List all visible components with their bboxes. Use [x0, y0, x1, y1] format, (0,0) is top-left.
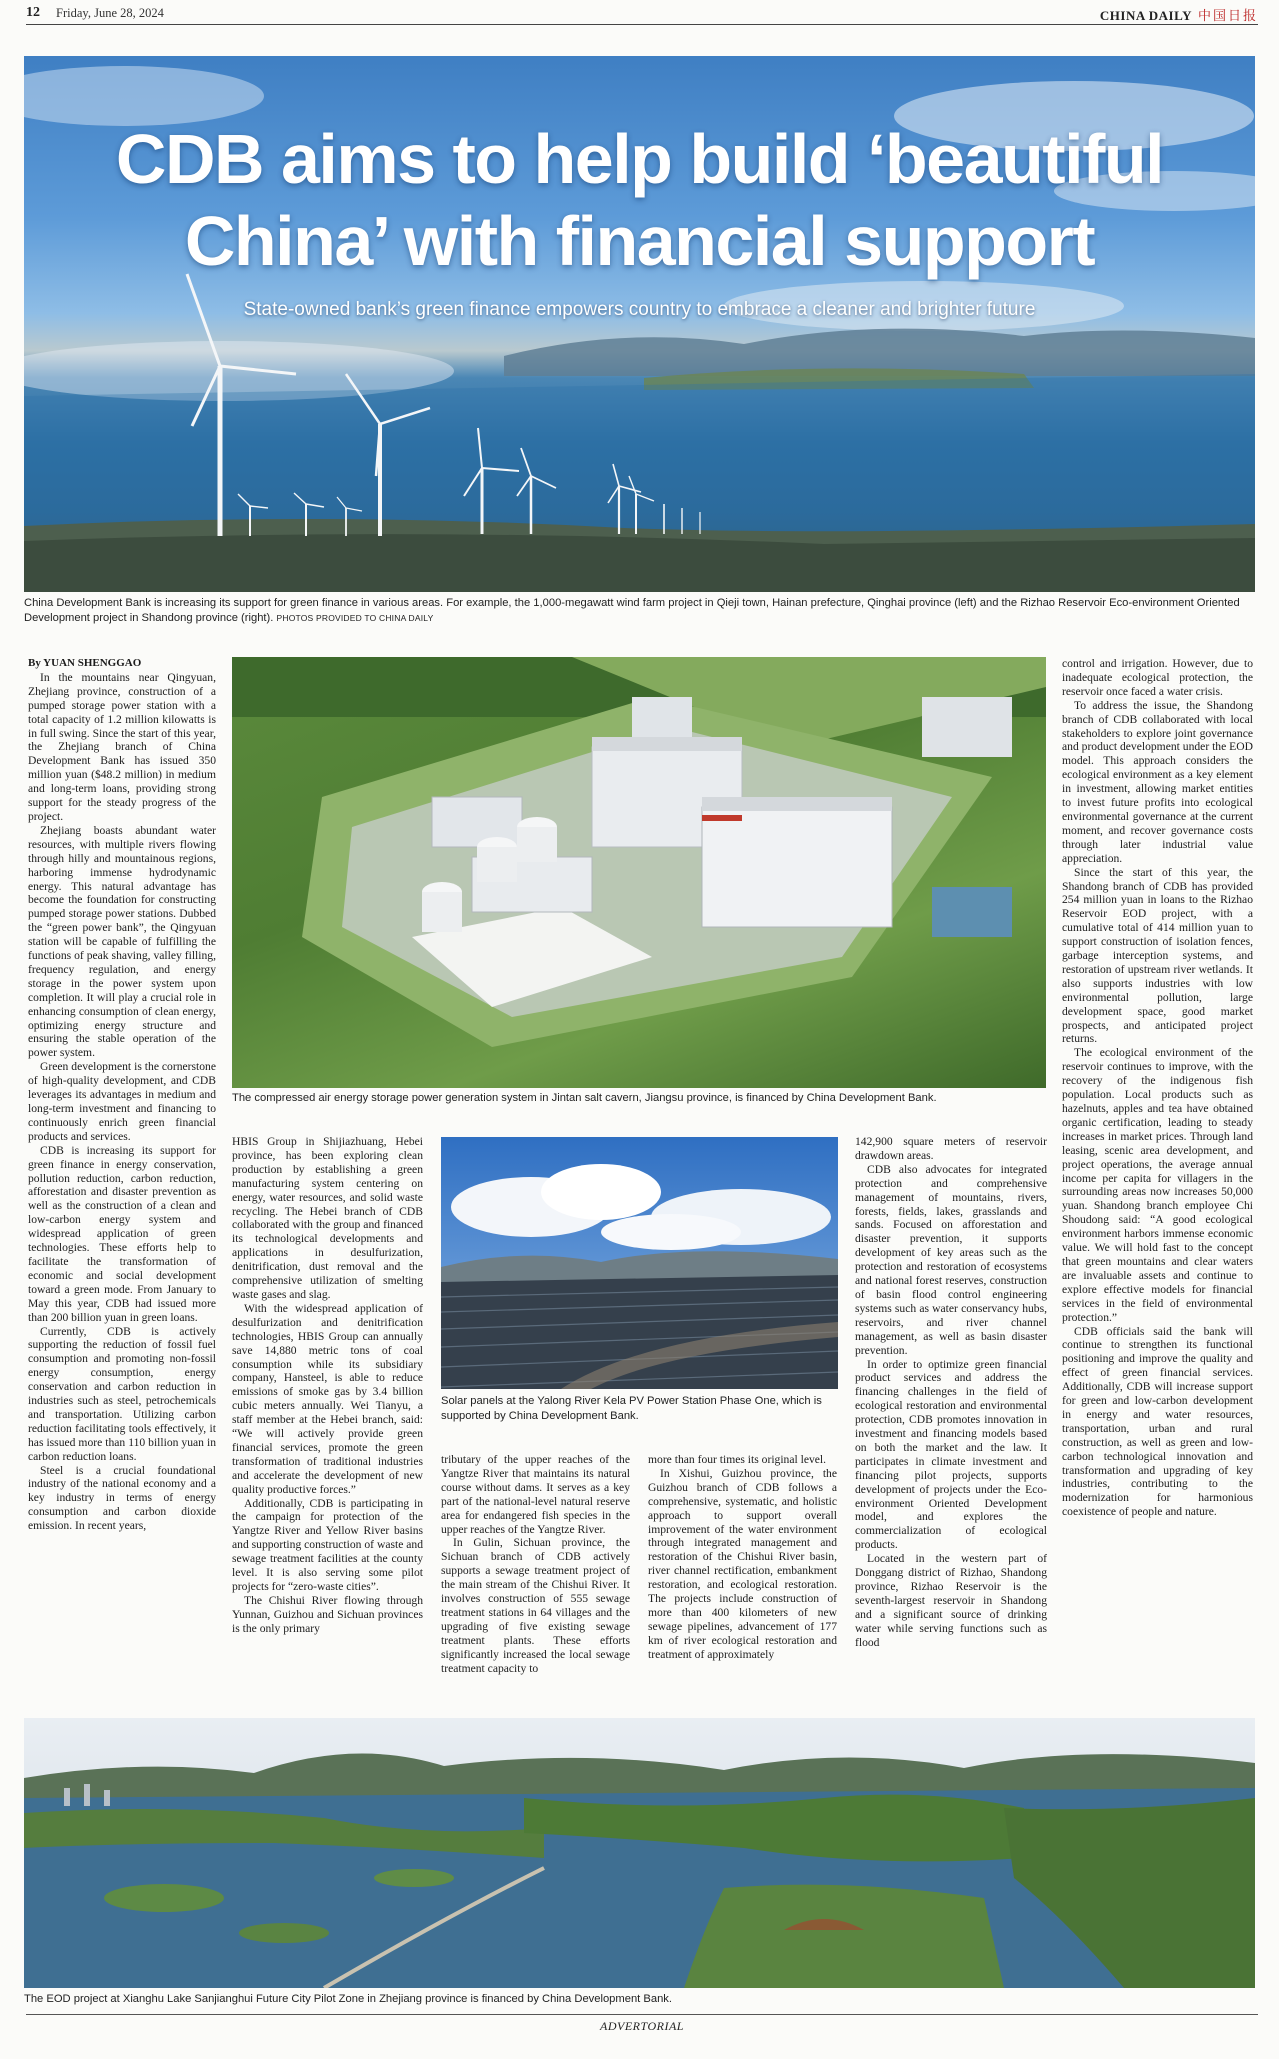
paragraph: Additionally, CDB is participating in the campaign for protection of the Yangtze River and Yellow River basins and supporting construction of waste and sewage treatment facilities at the county level. It is also serving some pilot projects for “zero-waste cities”.	[232, 1496, 423, 1593]
paragraph: Zhejiang boasts abundant water resources, with multiple rivers flowing through hilly and mountainous regions, harboring immense hydrodynamic energy. This natural advantage has become the foundation for constructing pumped storage power stations. Dubbed the “green power bank”, the Qingyuan station will be capable of fulfilling the functions of peak shaving, valley filling, frequency regulation, and energy storage in the power system upon completion. It will play a crucial role in enhancing consumption of clean energy, optimizing energy structure and ensuring the stable operation of the power system.	[28, 823, 216, 1060]
paragraph: 142,900 square meters of reservoir drawdown areas.	[855, 1135, 1047, 1162]
paragraph: more than four times its original level.	[648, 1453, 827, 1466]
masthead-cn: 中国日报	[1197, 8, 1258, 23]
advertorial-footer: ADVERTORIAL	[26, 2014, 1258, 2034]
paragraph: Steel is a crucial foundational industry of the national economy and a key industry in terms of energy consumption and carbon dioxide emission. In recent years,	[28, 1463, 216, 1533]
masthead-name: CHINA DAILY	[1099, 8, 1192, 23]
article-column-2	[232, 1135, 423, 1714]
page-header	[26, 2, 1258, 25]
article-column-1	[28, 657, 216, 1714]
paragraph: To address the issue, the Shandong branch of CDB collaborated with local stakeholders to explore joint governance and product development under the EOD model. This approach considers the ecological environment as a key element in investment, allowing market entities to invest future profits into ecological environmental governance at the current moment, and recover governance costs through later industrial value appreciation.	[1062, 698, 1253, 865]
paragraph: Since the start of this year, the Shandong branch of CDB has provided 254 million yuan in loans to the Rizhao Reservoir EOD project, with a cumulative total of 414 million yuan to support construction of isolation fences, garbage interception systems, and restoration of upstream river wetlands. It also supports industries with low environmental pollution, large development space, good market prospects, and anticipated project returns.	[1062, 865, 1253, 1046]
lake-photo	[24, 1718, 1255, 1988]
paragraph: CDB also advocates for integrated protection and comprehensive management of mountains, rivers, forests, fields, lakes, grasslands and sands. Focused on afforestation and disaster prevention, it supports development of key areas such as the protection and restoration of ecosystems and national forest reserves, construction of basin flood control engineering systems such as water conservancy hubs, reservoirs, and river channel management, as well as basin disaster prevention.	[855, 1162, 1047, 1357]
solar-scene	[441, 1137, 838, 1389]
issue-date: Friday, June 28, 2024	[56, 6, 164, 20]
page-number: 12	[26, 5, 40, 20]
subheadline: State-owned bank’s green finance empowers country to embrace a cleaner and brighter future	[243, 299, 1036, 320]
paragraph: control and irrigation. However, due to inadequate ecological protection, the reservoir once faced a water crisis.	[1062, 657, 1253, 698]
masthead	[1100, 5, 1258, 24]
photo-credit: PHOTOS PROVIDED TO CHINA DAILY	[276, 612, 434, 623]
paragraph: HBIS Group in Shijiazhuang, Hebei province, has been exploring clean production by establishing a green manufacturing system centering on energy, water resources, and solid waste recycling. The Hebei branch of CDB collaborated with the group and financed its technological developments and applications in desulfurization, denitrification, dust removal and the comprehensive utilization of smelting waste gases and slag.	[232, 1135, 423, 1301]
paragraph: With the widespread application of desulfurization and denitrification technologies, HBIS Group can annually save 14,880 metric tons of coal consumption while its subsidiary company, Hansteel, is able to reduce emissions of smoke gas by 3.4 billion cubic meters annually. Wei Tianyu, a staff member at the Hebei branch, said: “We will actively provide green financial services, promote the green transformation of traditional industries and accelerate the development of new quality productive forces.”	[232, 1301, 423, 1496]
hero-wind-farm-photo	[24, 56, 1255, 592]
article-column-5	[855, 1135, 1047, 1714]
byline: By YUAN SHENGGAO	[28, 657, 142, 669]
headline-line-1: CDB aims to help build ‘beautiful	[115, 120, 1164, 198]
hero-caption-text: China Development Bank is increasing its support for green finance in various areas. For example, the 1,000-megawatt wind farm project in Qieji town, Hainan prefecture, Qinghai province (left) and the Rizhao Reservoir Eco-environment Oriented Development project in Shandong province (right).	[24, 597, 1240, 624]
paragraph: CDB officials said the bank will continue to strengthen its functional positioning and improve the quality and effect of green financial services. Additionally, CDB will increase support for green and low-carbon development in energy and water resources, transportation, urban and rural construction, as well as green and low-carbon technological innovation and transformation and upgrading of key industries, contributing to the modernization for harmonious coexistence of people and nature.	[1062, 1324, 1253, 1519]
power-station-photo	[232, 657, 1046, 1088]
headline-line-2: China’ with financial support	[184, 202, 1095, 280]
paragraph: Located in the western part of Donggang district of Rizhao, Shandong province, Rizhao Reservoir is the seventh-largest reservoir in Shandong and a significant source of drinking water while serving functions such as flood	[855, 1552, 1047, 1649]
article-column-6	[1062, 657, 1253, 1714]
lake-caption: The EOD project at Xianghu Lake Sanjianghui Future City Pilot Zone in Zhejiang province is financed by China Development Bank.	[24, 1993, 672, 2005]
paragraph: tributary of the upper reaches of the Yangtze River that maintains its natural course without dams. It serves as a key part of the national-level natural reserve area for endangered fish species in the upper reaches of the Yangtze River.	[441, 1453, 630, 1536]
article-column-4	[648, 1453, 837, 1714]
paragraph: In Xishui, Guizhou province, the Guizhou branch of CDB follows a comprehensive, systematic, and holistic approach to support overall improvement of the water environment through integrated management and restoration of the Chishui River basin, river channel rectification, embankment restoration, and ecological restoration. The projects include construction of more than 400 kilometers of new sewage pipelines, advancement of 177 km of river ecological restoration and treatment of approximately	[648, 1466, 837, 1661]
paragraph: In Gulin, Sichuan province, the Sichuan branch of CDB actively supports a sewage treatment project of the main stream of the Chishui River. It involves construction of 555 sewage treatment stations in 64 villages and the upgrading of five existing sewage treatment plants. These efforts significantly increased the local sewage treatment capacity to	[441, 1536, 630, 1675]
solar-panels-photo	[441, 1137, 838, 1389]
solar-caption: Solar panels at the Yalong River Kela PV Power Station Phase One, which is supported by China Development Bank.	[441, 1395, 822, 1422]
power-station-scene	[232, 657, 1046, 1088]
headline	[24, 118, 1255, 282]
paragraph: CDB is increasing its support for green finance in energy conservation, pollution reduction, carbon reduction, afforestation and disaster prevention as well as the construction of a clean and low-carbon energy system and widespread application of green technologies. These efforts help to facilitate the transformation of economic and social development toward a green mode. From January to May this year, CDB had issued more than 200 billion yuan in green loans.	[28, 1143, 216, 1324]
power-station-caption: The compressed air energy storage power generation system in Jintan salt cavern, Jiangsu province, is financed by China Development Bank.	[232, 1092, 937, 1104]
paragraph: Currently, CDB is actively supporting the reduction of fossil fuel consumption and promoting non-fossil energy consumption, energy conservation and carbon reduction in industries such as steel, petrochemicals and transportation. Utilizing carbon reduction facilitating tools effectively, it has issued more than 110 billion yuan in carbon reduction loans.	[28, 1324, 216, 1463]
article-column-3	[441, 1453, 630, 1714]
paragraph: In order to optimize green financial product services and address the financing challenges in the field of ecological restoration and environmental protection, CDB promotes innovation in investment and financing models based on both the market and the law. It participates in climate investment and financing pilot projects, supports development of projects under the Eco-environment Oriented Development model, and explores the commercialization of ecological products.	[855, 1357, 1047, 1552]
lake-scene	[24, 1718, 1255, 1988]
paragraph: Green development is the cornerstone of high-quality development, and CDB leverages its advantages in medium and long-term investment and financing to continuously enrich green financial products and services.	[28, 1060, 216, 1143]
hero-caption	[24, 596, 1250, 625]
paragraph: In the mountains near Qingyuan, Zhejiang province, construction of a pumped storage power station with a total capacity of 1.2 million kilowatts is in full swing. Since the start of this year, the Zhejiang branch of China Development Bank has issued 350 million yuan ($48.2 million) in medium and long-term loans, providing strong support for the steady progress of the project.	[28, 670, 216, 823]
paragraph: The ecological environment of the reservoir continues to improve, with the recovery of the indigenous fish population. Local products such as hazelnuts, apples and tea have obtained organic certification, leading to steady increases in market prices. Through land leasing, scenic area development, and project operations, the average annual income per capita for villagers in the surrounding areas now increases 50,000 yuan. Shandong branch employee Chi Shoudong said: “A good ecological environment harbors immense economic value. We will hold fast to the concept that green mountains and clear waters are invaluable assets and continue to explore effective models for financial services in the field of environmental protection.”	[1062, 1046, 1253, 1324]
paragraph: The Chishui River flowing through Yunnan, Guizhou and Sichuan provinces is the only primary	[232, 1593, 423, 1635]
